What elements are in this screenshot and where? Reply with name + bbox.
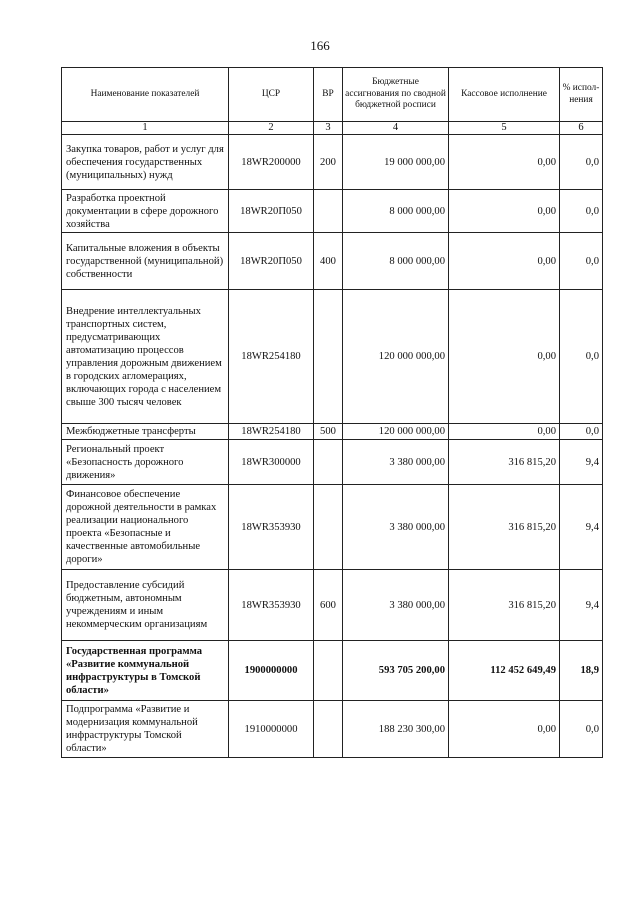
row-csr: 18WR20П050: [229, 190, 314, 233]
row-execution: 0,00: [449, 290, 560, 424]
column-number-row: [62, 122, 603, 135]
row-name: Государственная программа «Развитие коммунальной инфраструктуры в Томской области»: [62, 641, 229, 701]
row-name: Внедрение интеллектуальных транспортных систем, предусматривающих автоматизацию процессов управления дорожным движением в городских агломерациях, включающих города с населением свыше 300 тысяч человек: [62, 290, 229, 424]
row-percent: 0,0: [560, 233, 603, 290]
row-execution: 0,00: [449, 135, 560, 190]
header-budget: Бюджетные ассигнования по сводной бюджетной росписи: [343, 68, 449, 122]
row-execution: 112 452 649,49: [449, 641, 560, 701]
row-csr: 1910000000: [229, 701, 314, 758]
row-vr: 400: [314, 233, 343, 290]
row-budget: 3 380 000,00: [343, 485, 449, 570]
row-percent: 0,0: [560, 701, 603, 758]
row-name: Подпрограмма «Развитие и модернизация коммунальной инфраструктуры Томской области»: [62, 701, 229, 758]
column-number: 3: [314, 122, 343, 135]
row-execution: 316 815,20: [449, 440, 560, 485]
row-budget: 120 000 000,00: [343, 424, 449, 440]
header-vr: ВР: [314, 68, 343, 122]
row-execution: 0,00: [449, 701, 560, 758]
row-percent: 0,0: [560, 290, 603, 424]
column-number: 1: [62, 122, 229, 135]
row-name: Региональный проект «Безопасность дорожного движения»: [62, 440, 229, 485]
row-csr: 18WR300000: [229, 440, 314, 485]
row-vr: [314, 290, 343, 424]
row-csr: 18WR254180: [229, 424, 314, 440]
row-vr: 600: [314, 570, 343, 641]
row-csr: 18WR254180: [229, 290, 314, 424]
table-row: [62, 701, 603, 758]
row-budget: 120 000 000,00: [343, 290, 449, 424]
row-budget: 3 380 000,00: [343, 440, 449, 485]
row-vr: [314, 440, 343, 485]
row-execution: 316 815,20: [449, 485, 560, 570]
row-csr: 1900000000: [229, 641, 314, 701]
row-name: Финансовое обеспечение дорожной деятельности в рамках реализации национального проекта «Безопасные и качественные автомобильные дороги»: [62, 485, 229, 570]
row-name: Разработка проектной документации в сфере дорожного хозяйства: [62, 190, 229, 233]
row-budget: 188 230 300,00: [343, 701, 449, 758]
row-vr: 500: [314, 424, 343, 440]
row-percent: 0,0: [560, 135, 603, 190]
table-row: [62, 440, 603, 485]
column-number: 2: [229, 122, 314, 135]
row-execution: 0,00: [449, 233, 560, 290]
table-row: [62, 233, 603, 290]
table-row: [62, 190, 603, 233]
column-number: 5: [449, 122, 560, 135]
row-budget: 8 000 000,00: [343, 190, 449, 233]
table-row: [62, 570, 603, 641]
row-percent: 0,0: [560, 190, 603, 233]
header-percent: % испол-нения: [560, 68, 603, 122]
column-number: 4: [343, 122, 449, 135]
row-execution: 0,00: [449, 424, 560, 440]
row-vr: [314, 641, 343, 701]
header-row: [62, 68, 603, 122]
row-csr: 18WR353930: [229, 570, 314, 641]
page-number: 166: [310, 38, 330, 53]
row-name: Капитальные вложения в объекты государственной (муниципальной) собственности: [62, 233, 229, 290]
row-percent: 9,4: [560, 570, 603, 641]
row-name: Закупка товаров, работ и услуг для обеспечения государственных (муниципальных) нужд: [62, 135, 229, 190]
row-vr: 200: [314, 135, 343, 190]
row-percent: 0,0: [560, 424, 603, 440]
header-csr: ЦСР: [229, 68, 314, 122]
header-name: Наименование показателей: [62, 68, 229, 122]
table-row: [62, 424, 603, 440]
row-percent: 9,4: [560, 485, 603, 570]
row-percent: 9,4: [560, 440, 603, 485]
row-csr: 18WR20П050: [229, 233, 314, 290]
row-vr: [314, 485, 343, 570]
budget-table: [61, 67, 603, 758]
row-budget: 3 380 000,00: [343, 570, 449, 641]
row-budget: 19 000 000,00: [343, 135, 449, 190]
table-row: [62, 290, 603, 424]
table-row: [62, 135, 603, 190]
table-row-program: [62, 641, 603, 701]
table-row: [62, 485, 603, 570]
row-percent: 18,9: [560, 641, 603, 701]
row-vr: [314, 190, 343, 233]
row-csr: 18WR353930: [229, 485, 314, 570]
row-budget: 593 705 200,00: [343, 641, 449, 701]
column-number: 6: [560, 122, 603, 135]
row-vr: [314, 701, 343, 758]
row-execution: 0,00: [449, 190, 560, 233]
row-budget: 8 000 000,00: [343, 233, 449, 290]
row-execution: 316 815,20: [449, 570, 560, 641]
row-name: Предоставление субсидий бюджетным, автономным учреждениям и иным некоммерческим организациям: [62, 570, 229, 641]
header-execution: Кассовое исполнение: [449, 68, 560, 122]
row-name: Межбюджетные трансферты: [62, 424, 229, 440]
row-csr: 18WR200000: [229, 135, 314, 190]
